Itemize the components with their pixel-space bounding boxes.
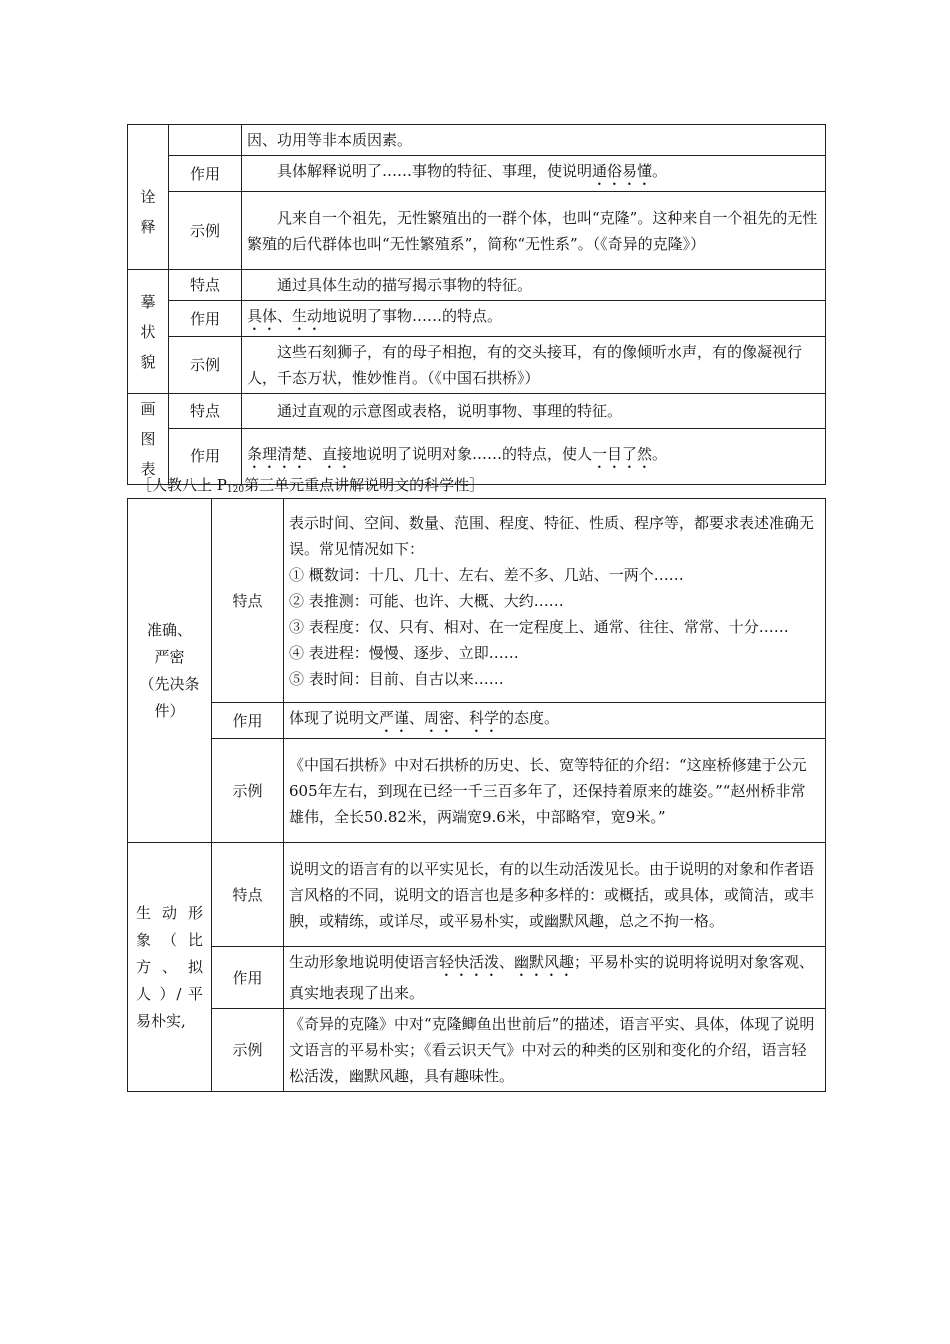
hua-zuoyong-text: 条理清楚、直接地说明了说明对象……的特点，使人一目了然。 [242, 428, 826, 484]
explanation-methods-table [127, 124, 826, 485]
list-item: ③ 表程度：仅、只有、相对、在一定程度上、通常、往往、常常、十分…… [289, 617, 789, 636]
label-shili: 示例 [212, 739, 284, 843]
list-item: ① 概数词：十几、几十、左右、差不多、几站、一两个…… [289, 565, 684, 584]
label-zuoyong: 作用 [169, 428, 242, 484]
quanshi-shili-text: 凡来自一个祖先，无性繁殖出的一群个体，也叫“克隆”。这种来自一个祖先的无性繁殖的后代群体也叫“无性繁殖系”，简称“无性系”。（《奇异的克隆》） [242, 192, 826, 270]
hua-tedian-text: 通过直观的示意图或表格，说明事物、事理的特征。 [242, 394, 826, 429]
label-zuoyong: 作用 [212, 947, 284, 1009]
continued-text: 因、功用等非本质因素。 [242, 125, 826, 156]
label-shili: 示例 [169, 192, 242, 270]
empty-cell [169, 125, 242, 156]
mo-shili-text: 这些石刻狮子，有的母子相抱，有的交头接耳，有的像倾听水声，有的像凝视行人，千态万状，惟妙惟肖。（《中国石拱桥》） [242, 337, 826, 394]
tedian-intro: 表示时间、空间、数量、范围、程度、特征、性质、程序等，都要求表述准确无误。常见情况如下： [289, 513, 815, 558]
label-tedian: 特点 [212, 499, 284, 703]
list-item: ⑤ 表时间：目前、自古以来…… [289, 669, 504, 688]
label-zuoyong: 作用 [212, 703, 284, 739]
quanshi-zuoyong-text: 具体解释说明了……事物的特征、事理，使说明通俗易懂。 [242, 156, 826, 192]
label-tedian: 特点 [169, 394, 242, 429]
label-tedian: 特点 [212, 843, 284, 947]
method-huatubiao: 画图表 [128, 394, 169, 485]
category-shengdong: 生 动 形 象 （ 比 方 、 拟 人 ）/ 平 易朴实, [128, 843, 212, 1092]
scientific-language-table [127, 498, 826, 1092]
shengdong-zuoyong-text: 生动形象地说明使语言轻快活泼、幽默风趣；平易朴实的说明将说明对象客观、真实地表现了出来。 [284, 947, 826, 1009]
mo-tedian-text: 通过具体生动的描写揭示事物的特征。 [242, 270, 826, 301]
zhunque-shili-text: 《中国石拱桥》中对石拱桥的历史、长、宽等特征的介绍：“这座桥修建于公元605年左右，到现在已经一千三百多年了，还保持着原来的雄姿。”“赵州桥非常雄伟，全长50.82米，两端宽9.6米，中部略窄，宽9米。” [284, 739, 826, 843]
label-tedian: 特点 [169, 270, 242, 301]
shengdong-tedian-text: 说明文的语言有的以平实见长，有的以生动活泼见长。由于说明的对象和作者语言风格的不同，说明文的语言也是多种多样的：或概括，或具体，或简洁，或丰腴，或精练，或详尽，或平易朴实，或幽默风趣，总之不拘一格。 [284, 843, 826, 947]
label-zuoyong: 作用 [169, 156, 242, 192]
method-quanshi: 诠释 [128, 156, 169, 270]
section-caption: ［人教八上 $P_{120}$第三单元重点讲解说明文的科学性］ [137, 476, 485, 495]
zhunque-tedian-text [284, 499, 826, 703]
shengdong-shili-text: 《奇异的克隆》中对“克隆鲫鱼出世前后”的描述，语言平实、具体，体现了说明文语言的平易朴实；《看云识天气》中对云的种类的区别和变化的介绍，语言轻松活泼，幽默风趣，具有趣味性。 [284, 1009, 826, 1092]
label-zuoyong: 作用 [169, 301, 242, 337]
zhunque-zuoyong-text: 体现了说明文严谨、周密、科学的态度。 [284, 703, 826, 739]
empty-cell [128, 125, 169, 156]
list-item: ④ 表进程：慢慢、逐步、立即…… [289, 643, 519, 662]
label-shili: 示例 [212, 1009, 284, 1092]
mo-zuoyong-text: 具体、生动地说明了事物……的特点。 [242, 301, 826, 337]
category-zhunque: 准确、 严密 （先决条 件） [128, 499, 212, 843]
method-mozhuangmao: 摹状貌 [128, 270, 169, 394]
label-shili: 示例 [169, 337, 242, 394]
list-item: ② 表推测：可能、也许、大概、大约…… [289, 591, 564, 610]
